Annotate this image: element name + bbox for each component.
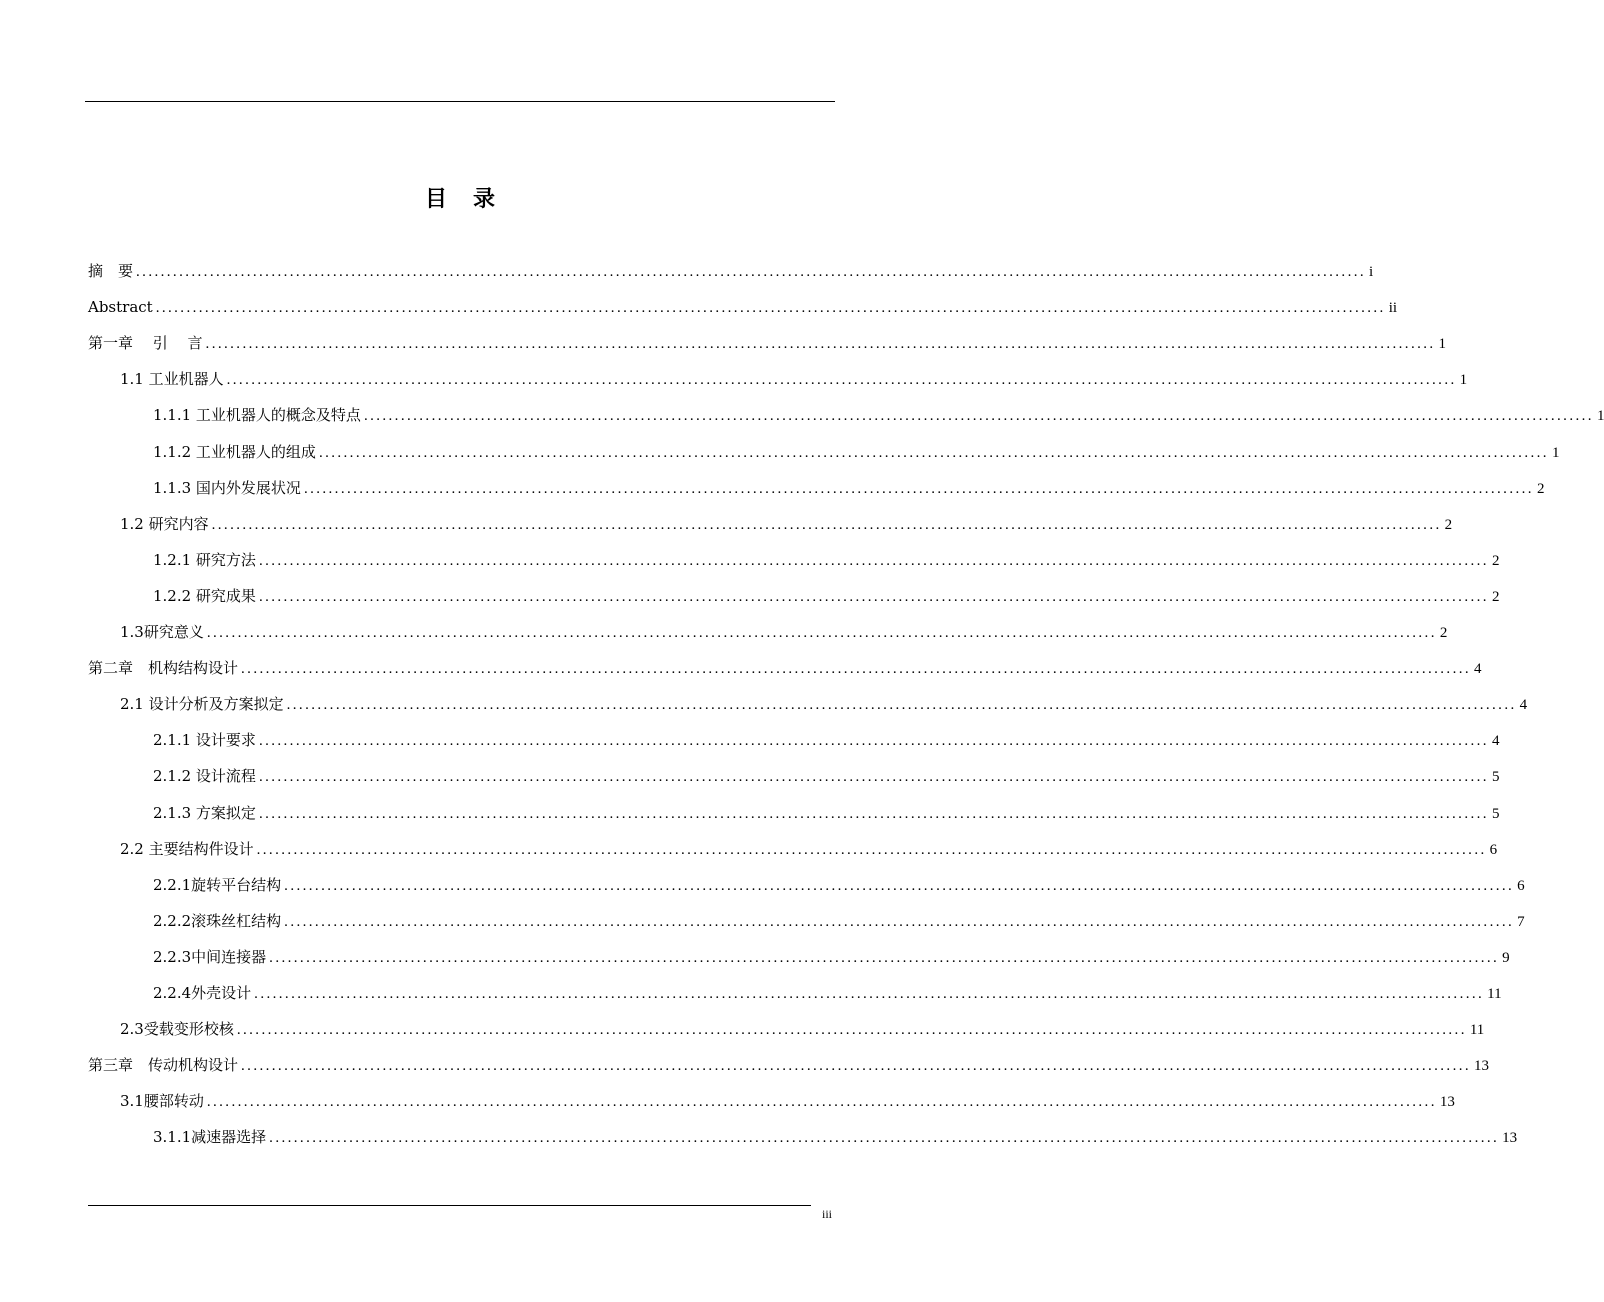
toc-entry-label: 2.2.2滚珠丝杠结构 [153,911,282,930]
toc-entry-label: 1.1.2 工业机器人的组成 [153,442,316,461]
toc-entry[interactable] [120,514,1453,535]
toc-entry[interactable] [153,730,1500,751]
toc-entry-page: 5 [1491,805,1500,822]
toc-entry[interactable] [153,803,1500,824]
toc-entry-page: 1 [1438,336,1447,353]
toc-entry-label: 第二章 机构结构设计 [88,659,239,678]
toc-entry-label: 3.1腰部转动 [120,1092,204,1111]
toc-dot-leader: ........................................................................................................................................................................................................ [241,661,1472,678]
toc-entry[interactable] [153,478,1545,499]
toc-entry[interactable] [153,442,1560,463]
toc-entry-label: 1.2.1 研究方法 [153,550,256,569]
toc-entry-label: 1.1.3 国内外发展状况 [153,478,301,497]
toc-entry[interactable] [120,1091,1455,1112]
toc-entry-label: 3.1.1减速器选择 [153,1128,267,1147]
toc-entry[interactable] [153,911,1525,932]
toc-entry-label: 2.1 设计分析及方案拟定 [120,695,284,714]
toc-entry-label: 2.2 主要结构件设计 [120,839,254,858]
toc-dot-leader: ........................................................................................................................................................................................................ [286,697,1517,714]
toc-entry[interactable] [88,297,1398,318]
toc-entry-page: 13 [1502,1130,1518,1147]
toc-dot-leader: ........................................................................................................................................................................................................ [363,408,1594,425]
toc-dot-leader: ........................................................................................................................................................................................................ [136,264,1367,280]
toc-entry-page: 13 [1474,1058,1490,1075]
toc-entry-label: 1.2 研究内容 [120,514,209,533]
toc-entry[interactable] [153,586,1500,607]
toc-entry-page: 13 [1439,1094,1455,1111]
toc-entry[interactable] [120,839,1498,860]
toc-dot-leader: ........................................................................................................................................................................................................ [236,1022,1467,1039]
toc-entry-label: 2.2.4外壳设计 [153,984,252,1002]
toc-entry-page: ii [1388,300,1398,317]
toc-dot-leader: ........................................................................................................................................................................................................ [226,372,1457,389]
toc-dot-leader: ........................................................................................................................................................................................................ [256,841,1487,858]
toc-entry-label: 2.2.1旋转平台结构 [153,875,282,894]
toc-dot-leader: ........................................................................................................................................................................................................ [303,480,1534,497]
toc-dot-leader: ........................................................................................................................................................................................................ [155,300,1386,317]
toc-entry[interactable] [153,550,1500,571]
title-char-1: 目 [424,187,447,212]
toc-dot-leader: ........................................................................................................................................................................................................ [206,625,1437,641]
toc-entry[interactable] [88,333,1447,354]
toc-entry-label: 1.1 工业机器人 [120,370,224,389]
toc-dot-leader: ........................................................................................................................................................................................................ [258,805,1489,822]
toc-entry-page: 2 [1444,516,1453,533]
toc-entry[interactable] [120,694,1528,715]
toc-entry[interactable] [153,875,1525,896]
toc-entry-page: 1 [1459,372,1468,389]
toc-entry-label: 2.2.3中间连接器 [153,947,267,966]
toc-dot-leader: ........................................................................................................................................................................................................ [258,552,1489,569]
toc-entry-label: 2.3受载变形校核 [120,1020,234,1039]
toc-dot-leader: ........................................................................................................................................................................................................ [241,1058,1472,1075]
toc-entry-page: 2 [1491,552,1500,569]
toc-entry[interactable] [120,369,1468,390]
footer-page-number: iii [821,1207,832,1221]
toc-entry-page: 4 [1474,661,1482,678]
toc-entry[interactable] [153,983,1502,1004]
toc-entry[interactable] [88,261,1374,282]
toc-entry-page: 2 [1439,625,1448,641]
toc-entry-page: 1 [1551,444,1560,461]
toc-dot-leader: ........................................................................................................................................................................................................ [284,877,1515,894]
footer-rule [88,1205,811,1206]
toc-entry-label: 第三章 传动机构设计 [88,1056,239,1075]
toc-entry[interactable] [120,1019,1485,1040]
toc-entry[interactable] [153,766,1500,787]
toc-entry-label: 摘 要 [88,262,134,280]
toc-entry[interactable] [153,405,1604,426]
toc-dot-leader: ........................................................................................................................................................................................................ [258,588,1489,605]
toc-entry-page: 4 [1491,733,1500,750]
toc-entry-label: 1.1.1 工业机器人的概念及特点 [153,406,361,425]
toc-entry-label: 2.1.3 方案拟定 [153,803,256,822]
toc-entry-page: 6 [1489,841,1498,858]
toc-entry[interactable] [120,622,1448,643]
toc-entry-page: 2 [1536,480,1545,497]
toc-dot-leader: ........................................................................................................................................................................................................ [258,769,1489,786]
toc-entry[interactable] [88,1055,1490,1076]
toc-entry-page: i [1369,264,1374,280]
toc-dot-leader: ........................................................................................................................................................................................................ [318,444,1549,461]
toc-entry-label: 1.3研究意义 [120,623,204,641]
toc-dot-leader: ........................................................................................................................................................................................................ [269,1130,1500,1147]
toc-entry-page: 6 [1517,877,1525,894]
toc-entry-label: 2.1.1 设计要求 [153,731,256,750]
toc-dot-leader: ........................................................................................................................................................................................................ [205,336,1436,353]
toc-entry-page: 2 [1491,588,1500,605]
toc-entry-label: 2.1.2 设计流程 [153,767,256,786]
toc-dot-leader: ........................................................................................................................................................................................................ [206,1094,1437,1111]
toc-entry-label: 第一章 引 言 [88,334,203,353]
toc-entry-page: 11 [1487,986,1502,1002]
toc-dot-leader: ........................................................................................................................................................................................................ [258,733,1489,750]
title-char-2: 录 [473,187,496,212]
toc-dot-leader: ........................................................................................................................................................................................................ [254,986,1485,1002]
toc-entry-page: 5 [1491,769,1500,786]
toc-entry[interactable] [153,947,1510,968]
toc-entry-page: 4 [1519,697,1528,714]
toc-entry-page: 11 [1469,1022,1485,1039]
toc-dot-leader: ........................................................................................................................................................................................................ [211,516,1442,533]
toc-entry-label: 1.2.2 研究成果 [153,586,256,605]
toc-entry[interactable] [153,1127,1518,1148]
toc-entry-page: 7 [1517,913,1525,930]
toc-dot-leader: ........................................................................................................................................................................................................ [284,913,1515,930]
toc-entry-label: Abstract [88,298,153,317]
toc-entry-page: 9 [1502,949,1510,966]
toc-entry-page: 1 [1596,408,1604,425]
toc-entry[interactable] [88,658,1482,679]
toc-dot-leader: ........................................................................................................................................................................................................ [269,949,1500,966]
